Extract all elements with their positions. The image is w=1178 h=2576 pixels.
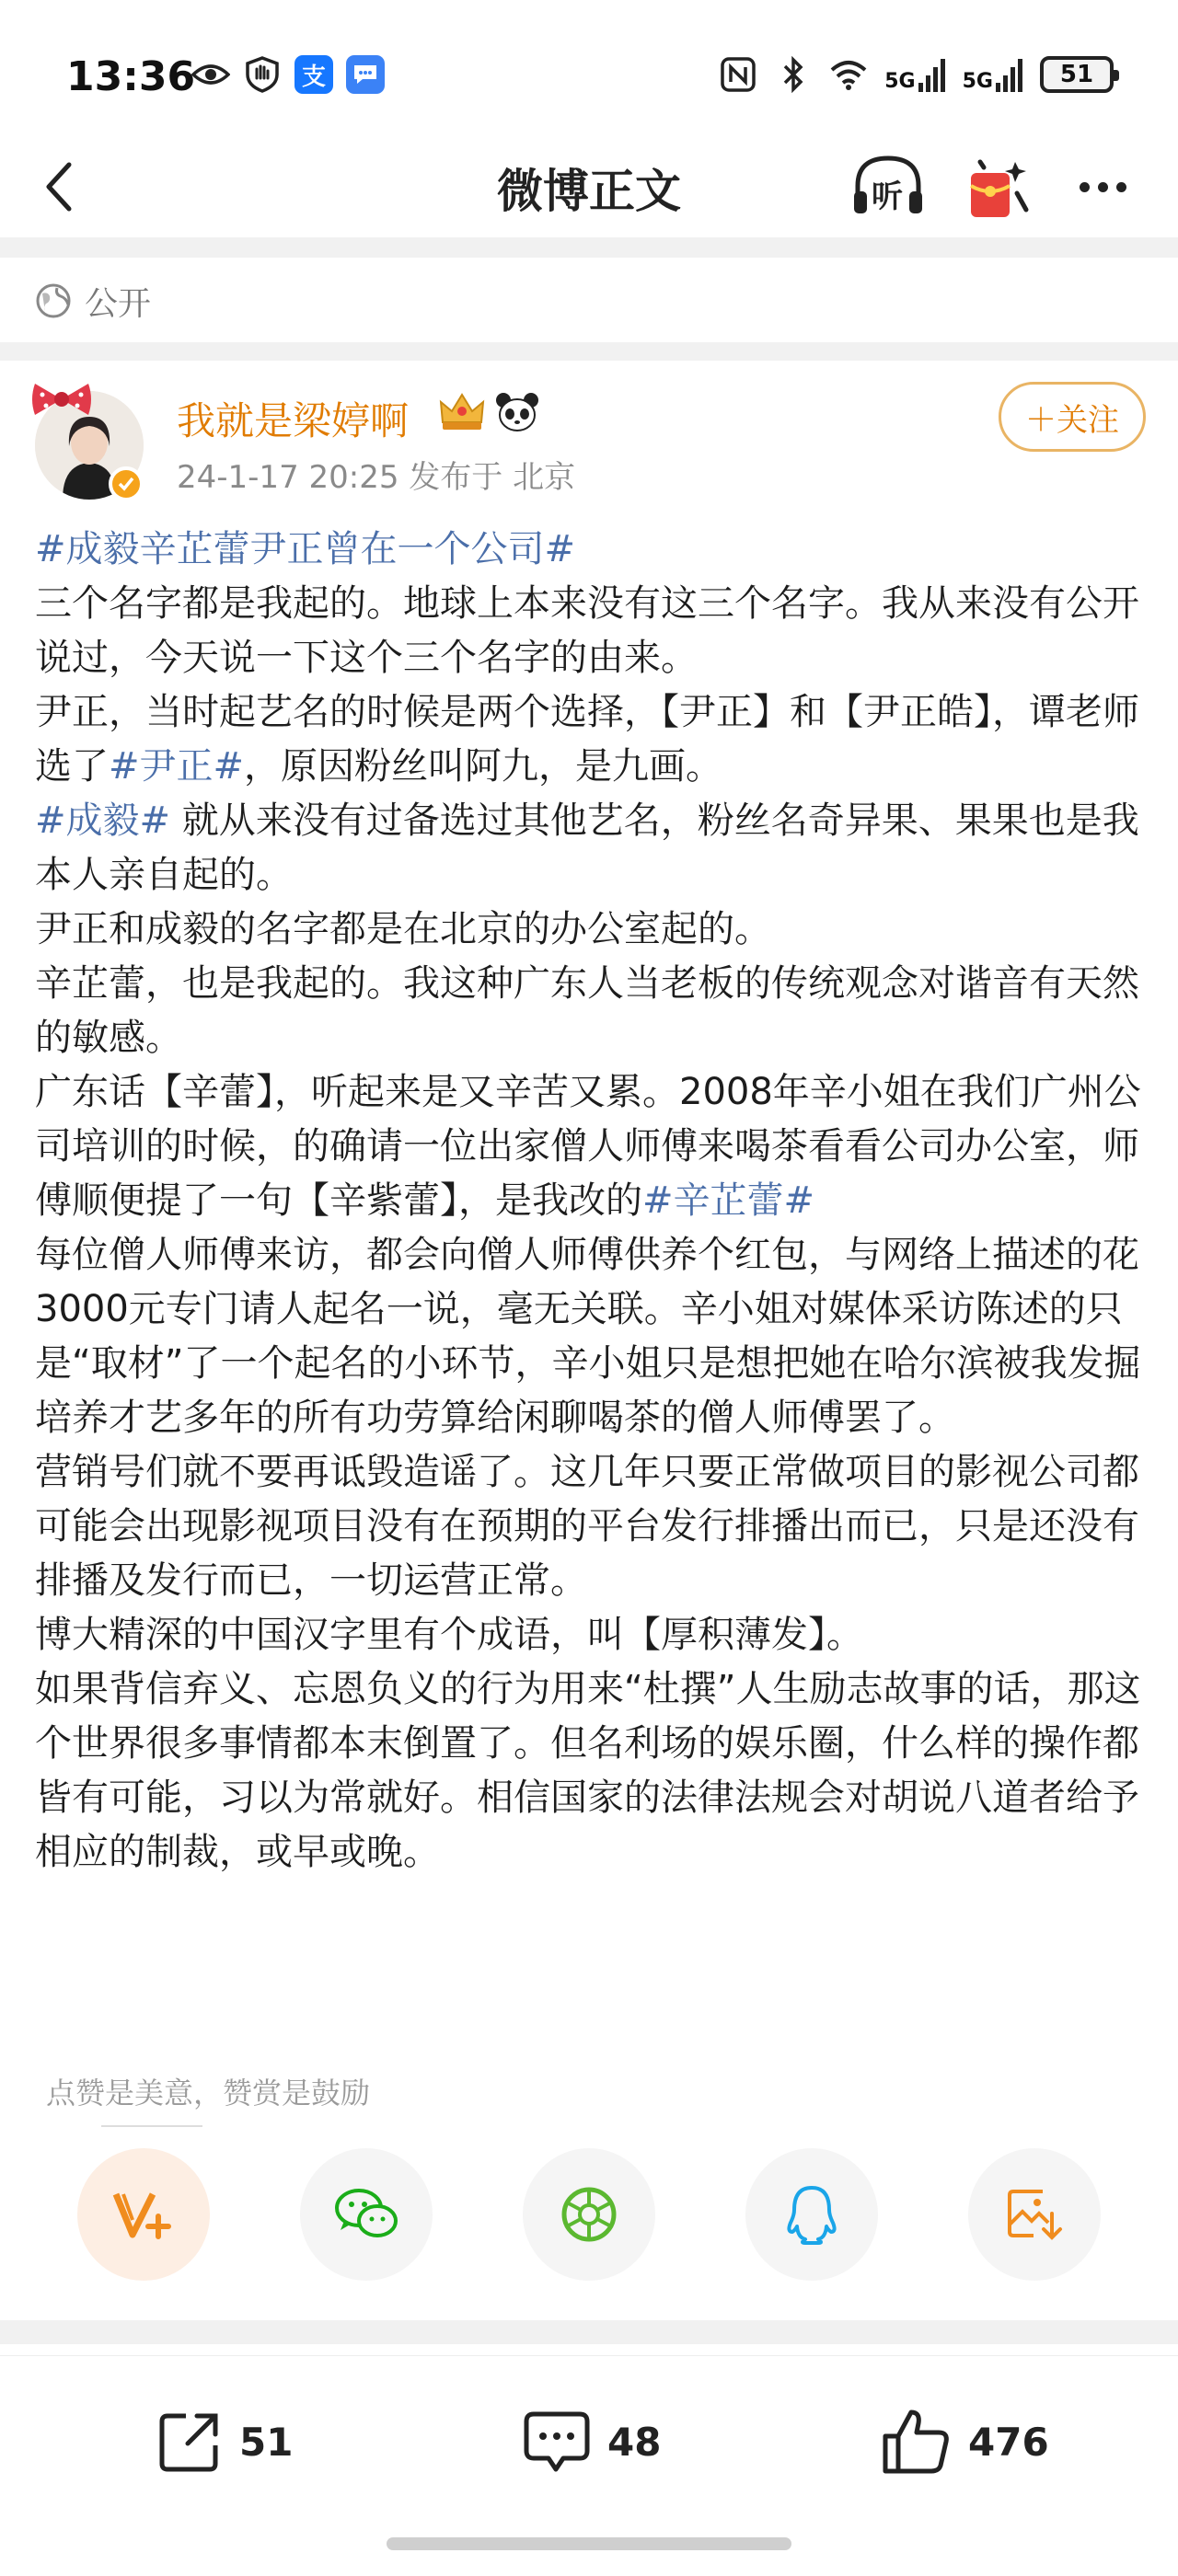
status-left-icons bbox=[191, 55, 385, 94]
hashtag-link[interactable]: #尹正# bbox=[109, 745, 245, 788]
wechat-icon bbox=[333, 2186, 399, 2243]
share-wechat-button[interactable] bbox=[300, 2148, 433, 2281]
repost-icon bbox=[155, 2407, 225, 2477]
comment-icon bbox=[521, 2407, 593, 2477]
listen-button[interactable] bbox=[847, 145, 930, 228]
bow-icon bbox=[29, 378, 94, 420]
home-indicator[interactable] bbox=[387, 2537, 791, 2550]
divider bbox=[0, 237, 1178, 258]
page-title: 微博正文 bbox=[497, 165, 681, 218]
post-body bbox=[35, 523, 1150, 1880]
like-count: 476 bbox=[968, 2419, 1049, 2465]
crown-badge-icon[interactable] bbox=[437, 389, 487, 433]
moments-icon bbox=[559, 2184, 619, 2245]
hashtag-link[interactable]: #辛芷蕾# bbox=[642, 1179, 815, 1222]
post-paragraph: 三个名字都是我起的。地球上本来没有这三个名字。我从来没有公开说过，今天说一下这个三个名字的由来。 bbox=[35, 582, 1139, 679]
appreciate-pointer bbox=[101, 2125, 202, 2127]
nfc-icon bbox=[719, 55, 757, 94]
post-paragraph bbox=[35, 794, 1150, 903]
hashtag-link[interactable]: #成毅# bbox=[35, 799, 171, 842]
post-text: 就从来没有过备选过其他艺名，粉丝名奇异果、果果也是我本人亲自起的。 bbox=[35, 799, 1139, 896]
signal-icon bbox=[918, 57, 946, 92]
post-paragraph: 尹正和成毅的名字都是在北京的办公室起的。 bbox=[35, 908, 771, 950]
avatar[interactable] bbox=[35, 391, 144, 500]
divider bbox=[0, 2320, 1178, 2344]
network-type-1: 5G bbox=[884, 70, 916, 93]
bluetooth-icon bbox=[774, 55, 813, 94]
share-moments-button[interactable] bbox=[523, 2148, 655, 2281]
like-button[interactable] bbox=[880, 2400, 1049, 2483]
top-nav bbox=[0, 138, 1178, 239]
panda-badge-icon[interactable] bbox=[494, 389, 540, 433]
follow-button[interactable]: ＋关注 bbox=[999, 382, 1146, 452]
author-header bbox=[0, 363, 1178, 506]
hand-shield-icon bbox=[243, 55, 282, 94]
qq-icon bbox=[785, 2184, 838, 2245]
eye-icon bbox=[191, 55, 230, 94]
listen-label: 听 bbox=[872, 178, 903, 215]
chevron-left-icon bbox=[43, 161, 75, 213]
post-paragraph bbox=[35, 685, 1150, 794]
comment-count: 48 bbox=[607, 2419, 662, 2465]
back-button[interactable] bbox=[31, 145, 87, 228]
battery-indicator bbox=[1040, 56, 1114, 93]
visibility-row bbox=[0, 259, 1178, 342]
signal-group-2 bbox=[963, 57, 1023, 92]
repost-button[interactable] bbox=[155, 2400, 293, 2483]
post-paragraph: 如果背信弃义、忘恩负义的行为用来“杜撰”人生励志故事的话，那这个世界很多事情都本末倒置了。但名利场的娱乐圈，什么样的操作都皆有可能，习以为常就好。相信国家的法律法规会对胡说八道者给予相应的制裁，或早或晚。 bbox=[35, 1668, 1141, 1873]
more-dot bbox=[1080, 182, 1090, 192]
status-bar bbox=[0, 0, 1178, 138]
save-image-icon bbox=[1006, 2186, 1063, 2243]
appreciate-hint: 点赞是美意，赞赏是鼓励 bbox=[46, 2076, 371, 2110]
globe-icon bbox=[35, 282, 72, 319]
post-paragraph: 营销号们就不要再诋毁造谣了。这几年只要正常做项目的影视公司都可能会出现影视项目没有在预期的平台发行排播出而已，只是还没有排播及发行而已，一切运营正常。 bbox=[35, 1451, 1139, 1602]
more-dot bbox=[1116, 182, 1126, 192]
repost-count: 51 bbox=[239, 2419, 294, 2465]
signal-group-1 bbox=[884, 57, 945, 92]
alipay-icon: 支 bbox=[294, 55, 333, 94]
share-qq-button[interactable] bbox=[745, 2148, 878, 2281]
wifi-icon bbox=[829, 55, 868, 94]
post-text: ，原因粉丝叫阿九，是九画。 bbox=[244, 745, 723, 788]
status-time: 13:36 bbox=[66, 53, 196, 100]
status-right-icons bbox=[719, 55, 1114, 94]
verified-badge bbox=[109, 466, 144, 501]
post-paragraph bbox=[35, 523, 1150, 577]
visibility-label: 公开 bbox=[85, 284, 152, 323]
more-dot bbox=[1098, 182, 1108, 192]
post-meta: 24-1-17 20:25 发布于 北京 bbox=[177, 459, 576, 496]
post-text: 广东话【辛蕾】，听起来是又辛苦又累。2008年辛小姐在我们广州公司培训的时候，的确请一位出家僧人师傅来喝茶看看公司办公室，师傅顺便提了一句【辛紫蕾】，是我改的 bbox=[35, 1071, 1141, 1222]
post-text: 尹正，当时起艺名的时候是两个选择，【尹正】和【尹正皓】，谭老师选了 bbox=[35, 691, 1139, 788]
network-type-2: 5G bbox=[962, 70, 993, 93]
battery-level: 51 bbox=[1059, 61, 1094, 88]
reward-v-icon bbox=[110, 2185, 177, 2244]
post-paragraph: 每位僧人师傅来访，都会向僧人师傅供养个红包，与网络上描述的花3000元专门请人起名一说，毫无关联。辛小姐对媒体采访陈述的只是“取材”了一个起名的小环节，辛小姐只是想把她在哈尔滨被我发掘培养才艺多年的所有功劳算给闲聊喝茶的僧人师傅罢了。 bbox=[35, 1234, 1141, 1439]
signal-icon bbox=[996, 57, 1023, 92]
save-image-button[interactable] bbox=[968, 2148, 1101, 2281]
red-packet-icon bbox=[962, 145, 1035, 228]
author-badges bbox=[437, 389, 540, 433]
red-packet-button[interactable] bbox=[962, 145, 1035, 228]
author-name[interactable]: 我就是梁婷啊 bbox=[177, 398, 410, 443]
more-button[interactable] bbox=[1066, 145, 1139, 228]
post-paragraph: 博大精深的中国汉字里有个成语，叫【厚积薄发】。 bbox=[35, 1614, 863, 1656]
post-paragraph: 辛芷蕾，也是我起的。我这种广东人当老板的传统观念对谐音有天然的敏感。 bbox=[35, 962, 1139, 1059]
hashtag-link[interactable]: #成毅辛芷蕾尹正曾在一个公司# bbox=[35, 528, 576, 570]
bottom-action-bar bbox=[0, 2355, 1178, 2530]
divider bbox=[0, 342, 1178, 361]
chat-bubble-icon bbox=[346, 55, 385, 94]
thumbs-up-icon bbox=[880, 2405, 953, 2478]
post-paragraph bbox=[35, 1065, 1150, 1228]
share-row bbox=[0, 2148, 1178, 2286]
comment-button[interactable] bbox=[521, 2400, 661, 2483]
reward-button[interactable] bbox=[77, 2148, 210, 2281]
